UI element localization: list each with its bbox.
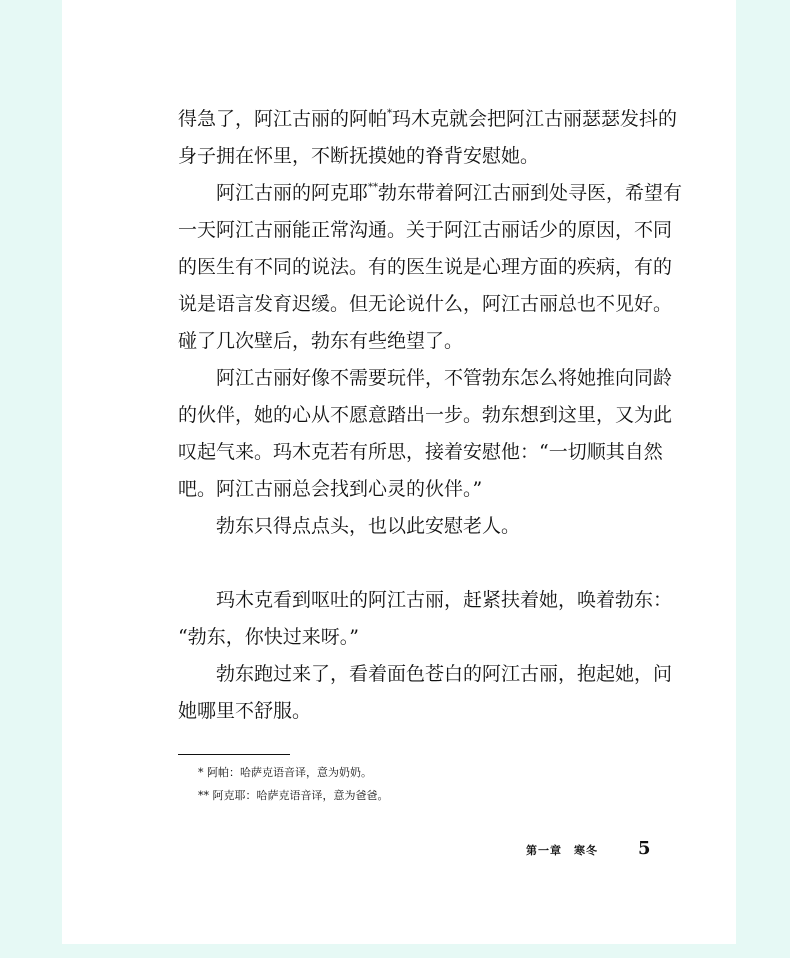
text-line: 吧。阿江古丽总会找到心灵的伙伴。” xyxy=(178,478,483,500)
footnotes xyxy=(198,761,389,807)
footnote: ** 阿克耶：哈萨克语音译，意为爸爸。 xyxy=(198,789,389,802)
text-line: 勃东跑过来了，看着面色苍白的阿江古丽，抱起她，问 xyxy=(216,663,673,685)
footnote-divider xyxy=(178,754,290,755)
footnote-marker: ** xyxy=(368,182,379,193)
text-line: 身子拥在怀里，不断抚摸她的脊背安慰她。 xyxy=(178,145,540,167)
footnote: * 阿帕：哈萨克语音译，意为奶奶。 xyxy=(198,766,372,779)
text-line: 她哪里不舒服。 xyxy=(178,700,312,722)
text-line: 的伙伴，她的心从不愿意踏出一步。勃东想到这里，又为此 xyxy=(178,404,673,426)
text-line: 的医生有不同的说法。有的医生说是心理方面的疾病，有的 xyxy=(178,256,673,278)
text-line: 说是语言发育迟缓。但无论说什么，阿江古丽总也不见好。 xyxy=(178,293,673,315)
body-text xyxy=(178,101,683,730)
footnote-marker: * xyxy=(387,108,393,119)
page-number: 5 xyxy=(638,838,651,859)
text-line: 玛木克看到呕吐的阿江古丽，赶紧扶着她，唤着勃东： xyxy=(216,589,673,611)
text-line: 勃东只得点点头，也以此安慰老人。 xyxy=(216,515,521,537)
section-break xyxy=(178,545,652,582)
chapter-label: 第一章 xyxy=(526,844,562,857)
text-line: 碰了几次壁后，勃东有些绝望了。 xyxy=(178,330,464,352)
running-head xyxy=(526,842,598,858)
text-line: 得急了，阿江古丽的阿帕*玛木克就会把阿江古丽瑟瑟发抖的 xyxy=(178,108,678,130)
text-line: 叹起气来。玛木克若有所思，接着安慰他：“一切顺其自然 xyxy=(178,441,663,463)
text-line: 阿江古丽的阿克耶**勃东带着阿江古丽到处寻医，希望有 xyxy=(216,182,683,204)
book-page xyxy=(62,0,736,944)
text-line: “勃东，你快过来呀。” xyxy=(178,626,359,648)
text-line: 阿江古丽好像不需要玩伴，不管勃东怎么将她推向同龄 xyxy=(216,367,673,389)
chapter-title: 寒冬 xyxy=(574,844,598,857)
text-line: 一天阿江古丽能正常沟通。关于阿江古丽话少的原因，不同 xyxy=(178,219,673,241)
